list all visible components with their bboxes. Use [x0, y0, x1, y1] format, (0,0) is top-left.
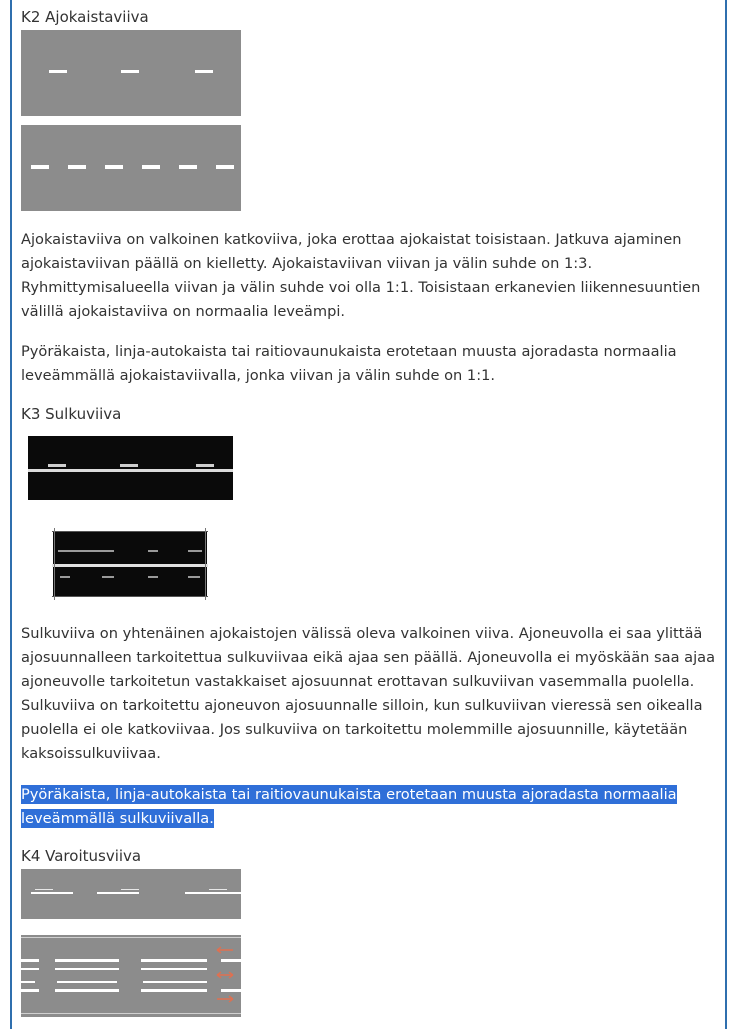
k3-selected-text[interactable]: Pyöräkaista, linja-autokaista tai raitiovaunukaista erotetaan muusta ajoradasta normaalia leveämmällä sulkuviivalla.	[21, 786, 677, 827]
k3-solid-line-image-2	[52, 528, 208, 600]
k2-lane-line-image-1	[21, 30, 241, 116]
content-frame-left-border	[10, 0, 12, 1029]
k2-bus-lane-paragraph: Pyöräkaista, linja-autokaista tai raitiovaunukaista erotetaan muusta ajoradasta normaalia leveämmällä ajokaistaviivalla, jonka viivan ja välin suhde on 1:1.	[21, 343, 677, 384]
content-frame-right-border	[725, 0, 727, 1029]
k3-solid-line-image-1	[28, 436, 233, 500]
k3-heading: K3 Sulkuviiva	[21, 405, 122, 423]
k2-lane-line-image-2	[21, 125, 241, 211]
k3-description-paragraph: Sulkuviiva on yhtenäinen ajokaistojen välissä oleva valkoinen viiva. Ajoneuvolla ei saa ylittää ajosuunnalleen tarkoitettua sulkuviivaa eikä ajaa sen päällä. Ajoneuvolla ei myöskään saa ajaa ajoneuvolle tarkoitetun vastakkaiset ajosuunnat erottavan sulkuviivan vasemmalla puolella. Sulkuviiva on tarkoitettu ajoneuvon ajosuunnalle silloin, kun sulkuviivan vieressä sen oikealla puolella ei ole katkoviivaa. Jos sulkuviiva on tarkoitettu molemmille ajosuunnille, käytetään kaksoissulkuviivaa.	[21, 625, 716, 762]
k4-heading: K4 Varoitusviiva	[21, 847, 142, 865]
k2-description-paragraph: Ajokaistaviiva on valkoinen katkoviiva, joka erottaa ajokaistat toisistaan. Jatkuva ajaminen ajokaistaviivan päällä on kielletty. Ajokaistaviivan viivan ja välin suhde on 1:3. Ryhmittymisalueella viivan ja välin suhde voi olla 1:1. Toisistaan erkanevien liikennesuuntien välillä ajokaistaviiva on normaalia leveämpi.	[21, 231, 701, 320]
k2-heading: K2 Ajokaistaviiva	[21, 8, 149, 26]
k4-warning-line-image-1	[21, 869, 241, 919]
k3-selected-paragraph[interactable]	[21, 783, 725, 831]
k4-warning-line-image-2	[21, 935, 241, 1017]
